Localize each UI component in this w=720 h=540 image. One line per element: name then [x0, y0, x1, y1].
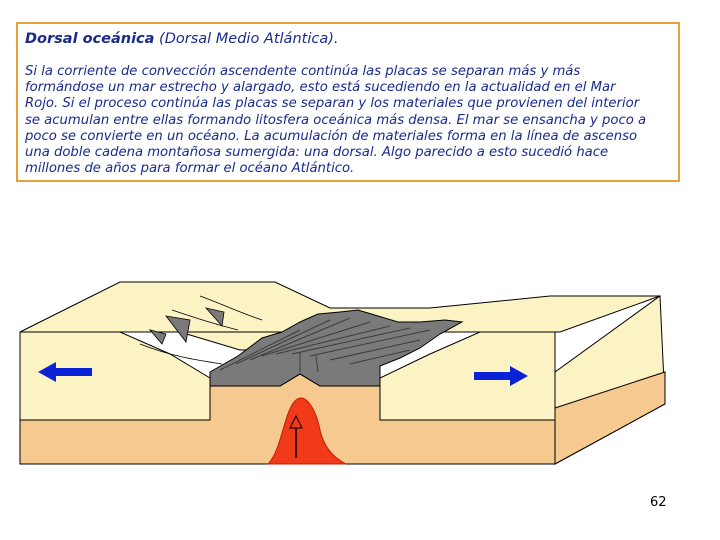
- title-main: Dorsal oceánica: [25, 31, 155, 47]
- ocean-ridge-diagram: [0, 260, 720, 500]
- body-text: [25, 64, 671, 177]
- title: [25, 30, 671, 48]
- body-line: poco se convierte en un océano. La acumulación de materiales forma en la línea de ascenso: [25, 128, 638, 144]
- body-line: se acumulan entre ellas formando litosfera oceánica más densa. El mar se ensancha y poco a: [25, 112, 647, 128]
- body-line: formándose un mar estrecho y alargado, esto está sucediendo en la actualidad en el Mar: [25, 80, 616, 96]
- text-box: [16, 22, 680, 182]
- page-number: 62: [650, 495, 667, 510]
- body-line: Rojo. Si el proceso continúa las placas se separan y los materiales que provienen del interior: [25, 96, 640, 112]
- body-line: millones de años para formar el océano Atlántico.: [25, 161, 355, 177]
- body-line: Si la corriente de convección ascendente continúa las placas se separan más y más: [25, 64, 581, 79]
- title-sub: (Dorsal Medio Atlántica).: [154, 31, 339, 47]
- body-line: una doble cadena montañosa sumergida: una dorsal. Algo parecido a esto sucedió hace: [25, 145, 609, 161]
